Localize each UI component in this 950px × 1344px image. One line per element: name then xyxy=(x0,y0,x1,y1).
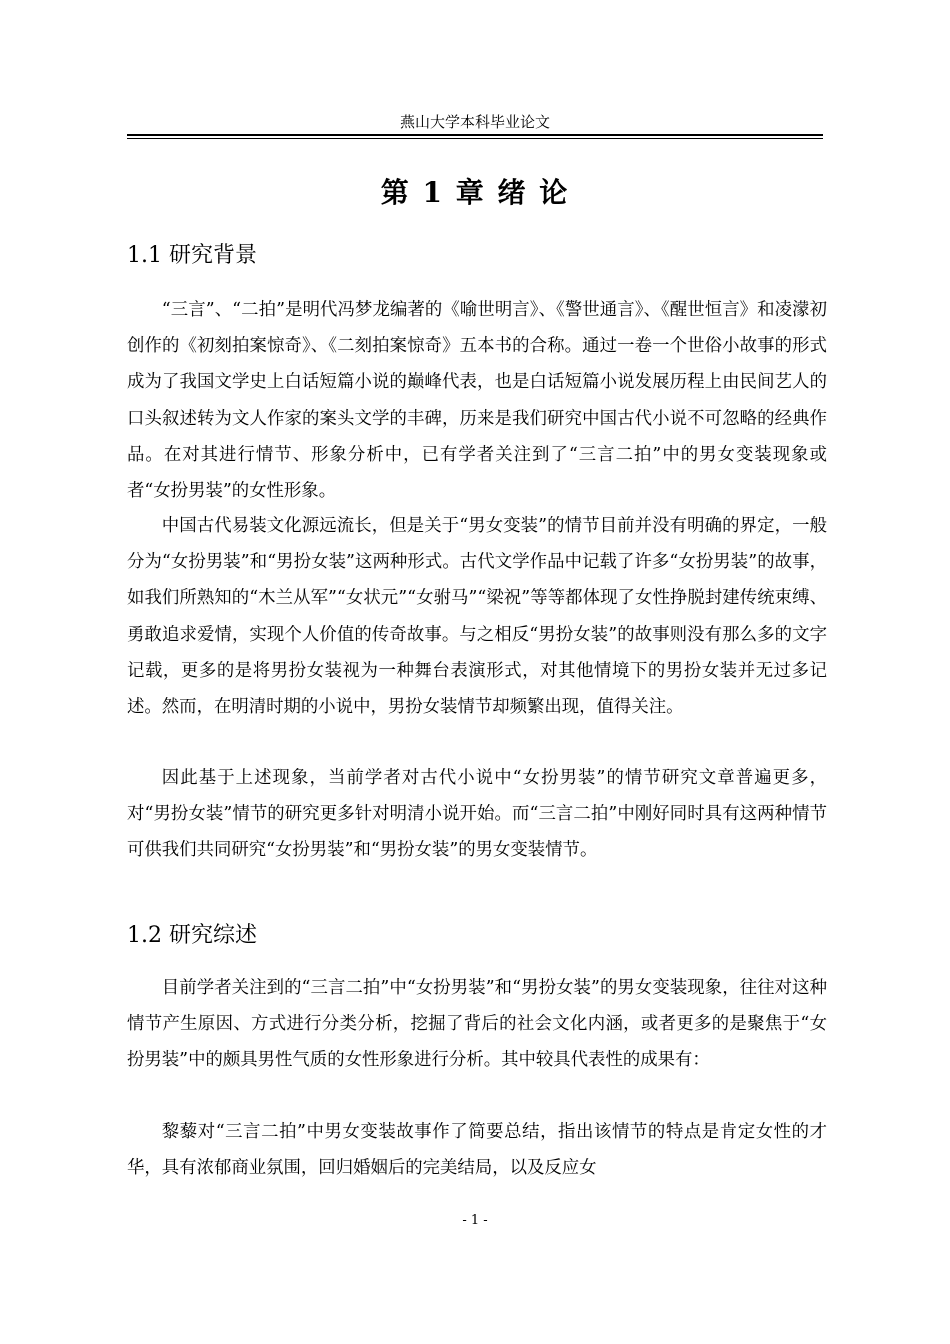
section-heading-1-1: 1.1 研究背景 xyxy=(127,243,257,268)
paragraph-1-1-b: 中国古代易装文化源远流长，但是关于“男女变装”的情节目前并没有明确的界定，一般分为“女扮男装”和“男扮女装”这两种形式。古代文学作品中记载了许多“女扮男装”的故事，如我们所熟知的“木兰从军”“女状元”“女驸马”“梁祝”等等都体现了女性挣脱封建传统束缚、勇敢追求爱情，实现个人价值的传奇故事。与之相反“男扮女装”的故事则没有那么多的文字记载，更多的是将男扮女装视为一种舞台表演形式，对其他情境下的男扮女装并无过多记述。然而，在明清时期的小说中，男扮女装情节却频繁出现，值得关注。 xyxy=(127,516,827,718)
section-heading-1-2: 1.2 研究综述 xyxy=(127,923,257,948)
paragraph-1-1-c: 因此基于上述现象，当前学者对古代小说中“女扮男装”的情节研究文章普遍更多，对“男扮女装”情节的研究更多针对明清小说开始。而“三言二拍”中刚好同时具有这两种情节可供我们共同研究“女扮男装”和“男扮女装”的男女变装情节。 xyxy=(127,768,827,861)
paragraph-1-2-b: 黎藜对“三言二拍”中男女变装故事作了简要总结，指出该情节的特点是肯定女性的才华，具有浓郁商业氛围，回归婚姻后的完美结局，以及反应女 xyxy=(127,1122,827,1179)
page-number: - 1 - xyxy=(462,1213,488,1228)
paragraph-1-1-a: “三言”、“二拍”是明代冯梦龙编著的《喻世明言》、《警世通言》、《醒世恒言》和凌濛初创作的《初刻拍案惊奇》、《二刻拍案惊奇》五本书的合称。通过一卷一个世俗小故事的形式成为了我国文学史上白话短篇小说的巅峰代表，也是白话短篇小说发展历程上由民间艺人的口头叙述转为文人作家的案头文学的丰碑，历来是我们研究中国古代小说不可忽略的经典作品。在对其进行情节、形象分析中，已有学者关注到了“三言二拍”中的男女变装现象或者“女扮男装”的女性形象。 xyxy=(127,300,827,502)
header-rule-thick xyxy=(127,134,823,136)
running-header: 燕山大学本科毕业论文 xyxy=(399,113,550,131)
paragraph-1-2-a: 目前学者关注到的“三言二拍”中“女扮男装”和“男扮女装”的男女变装现象，往往对这种情节产生原因、方式进行分类分析，挖掘了背后的社会文化内涵，或者更多的是聚焦于“女扮男装”中的颇具男性气质的女性形象进行分析。其中较具代表性的成果有： xyxy=(127,978,827,1071)
header-rule-thin xyxy=(127,138,823,139)
chapter-title: 第 1 章 绪 论 xyxy=(380,176,570,209)
